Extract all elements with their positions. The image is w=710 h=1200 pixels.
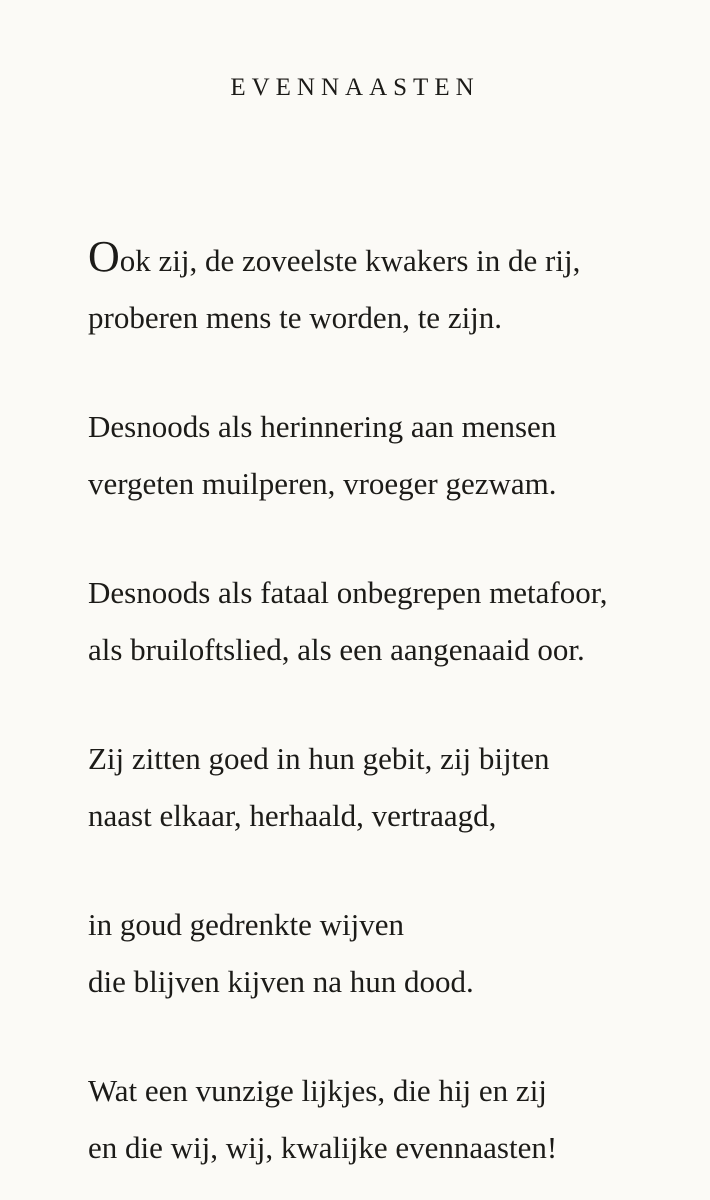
poem-line	[88, 232, 688, 289]
line-text: ok zij, de zoveelste kwakers in de rij,	[119, 243, 581, 278]
stanza-1	[88, 232, 688, 346]
stanza-gap	[88, 512, 688, 564]
stanza-2	[88, 398, 688, 512]
stanza-6	[88, 1062, 688, 1176]
poem-title: EVENNAASTEN	[230, 74, 480, 101]
poem-line: die blijven kijven na hun dood.	[88, 964, 474, 999]
poem-line: proberen mens te worden, te zijn.	[88, 300, 503, 335]
poem-body	[88, 232, 688, 1176]
poem-line: naast elkaar, herhaald, vertraagd,	[88, 798, 497, 833]
poem-line: en die wij, wij, kwalijke evennaasten!	[88, 1130, 558, 1165]
stanza-5	[88, 896, 688, 1010]
poem-line: Zij zitten goed in hun gebit, zij bijten	[88, 741, 550, 776]
stanza-gap	[88, 844, 688, 896]
drop-cap-initial: O	[88, 232, 120, 281]
stanza-4	[88, 730, 688, 844]
poem-line: in goud gedrenkte wijven	[88, 907, 404, 942]
stanza-3	[88, 564, 688, 678]
poem-line: Wat een vunzige lijkjes, die hij en zij	[88, 1073, 547, 1108]
poem-line: vergeten muilperen, vroeger gezwam.	[88, 466, 557, 501]
stanza-gap	[88, 1010, 688, 1062]
poem-line: Desnoods als fataal onbegrepen metafoor,	[88, 575, 608, 610]
stanza-gap	[88, 678, 688, 730]
poem-line: als bruiloftslied, als een aangenaaid oor.	[88, 632, 585, 667]
poem-line: Desnoods als herinnering aan mensen	[88, 409, 557, 444]
stanza-gap	[88, 346, 688, 398]
